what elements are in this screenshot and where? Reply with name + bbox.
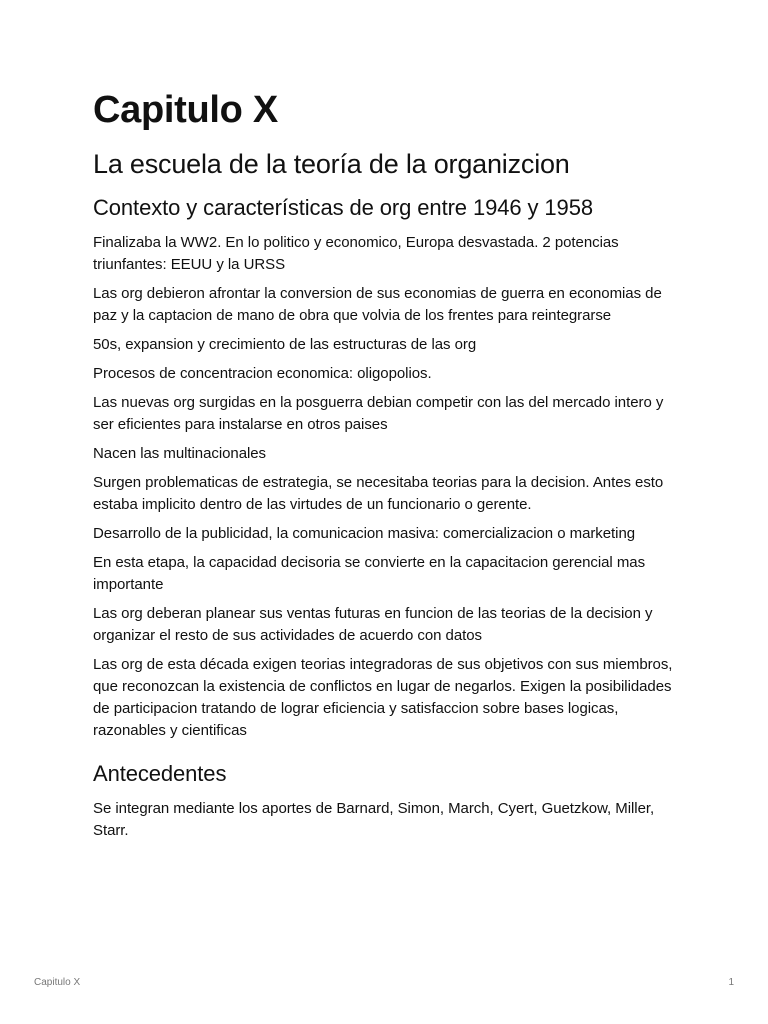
paragraph: Las nuevas org surgidas en la posguerra debian competir con las del mercado intero y ser eficientes para instalarse en otros paises: [93, 394, 664, 433]
paragraph: Surgen problematicas de estrategia, se necesitaba teorias para la decision. Antes esto estaba implicito dentro de las virtudes de un funcionario o gerente.: [93, 474, 664, 513]
document-title: Capitulo X: [93, 89, 278, 131]
footer-page-number: 1: [728, 977, 734, 988]
footer-document-title: Capitulo X: [34, 977, 81, 988]
paragraph: Las org deberan planear sus ventas futuras en funcion de las teorias de la decision y organizar el resto de sus actividades de acuerdo con datos: [93, 605, 653, 644]
paragraph: Se integran mediante los aportes de Barnard, Simon, March, Cyert, Guetzkow, Miller, Starr.: [93, 800, 655, 839]
document-body: [93, 88, 683, 849]
paragraph: En esta etapa, la capacidad decisoria se convierte en la capacitacion gerencial mas importante: [93, 554, 646, 593]
section-heading-contexto: Contexto y características de org entre 1946 y 1958: [93, 195, 593, 220]
paragraph: Las org de esta década exigen teorias integradoras de sus objetivos con sus miembros, que reconozcan la existencia de conflictos en lugar de negarlos. Exigen la posibilidades de participacion tratando de lograr eficiencia y satisfaccion sobre bases logicas, razonables y cientificas: [93, 656, 673, 739]
paragraph: Procesos de concentracion economica: oligopolios.: [93, 365, 432, 382]
paragraph: 50s, expansion y crecimiento de las estructuras de las org: [93, 336, 477, 353]
paragraph: Desarrollo de la publicidad, la comunicacion masiva: comercializacion o marketing: [93, 525, 636, 542]
section-heading-antecedentes: Antecedentes: [93, 761, 227, 786]
paragraph: Finalizaba la WW2. En lo politico y economico, Europa desvastada. 2 potencias triunfantes: EEUU y la URSS: [93, 234, 619, 273]
document-subtitle: La escuela de la teoría de la organizcion: [93, 149, 570, 179]
paragraph: Nacen las multinacionales: [93, 445, 267, 462]
paragraph: Las org debieron afrontar la conversion de sus economias de guerra en economias de paz y la captacion de mano de obra que volvia de los frentes para reintegrarse: [93, 285, 662, 324]
